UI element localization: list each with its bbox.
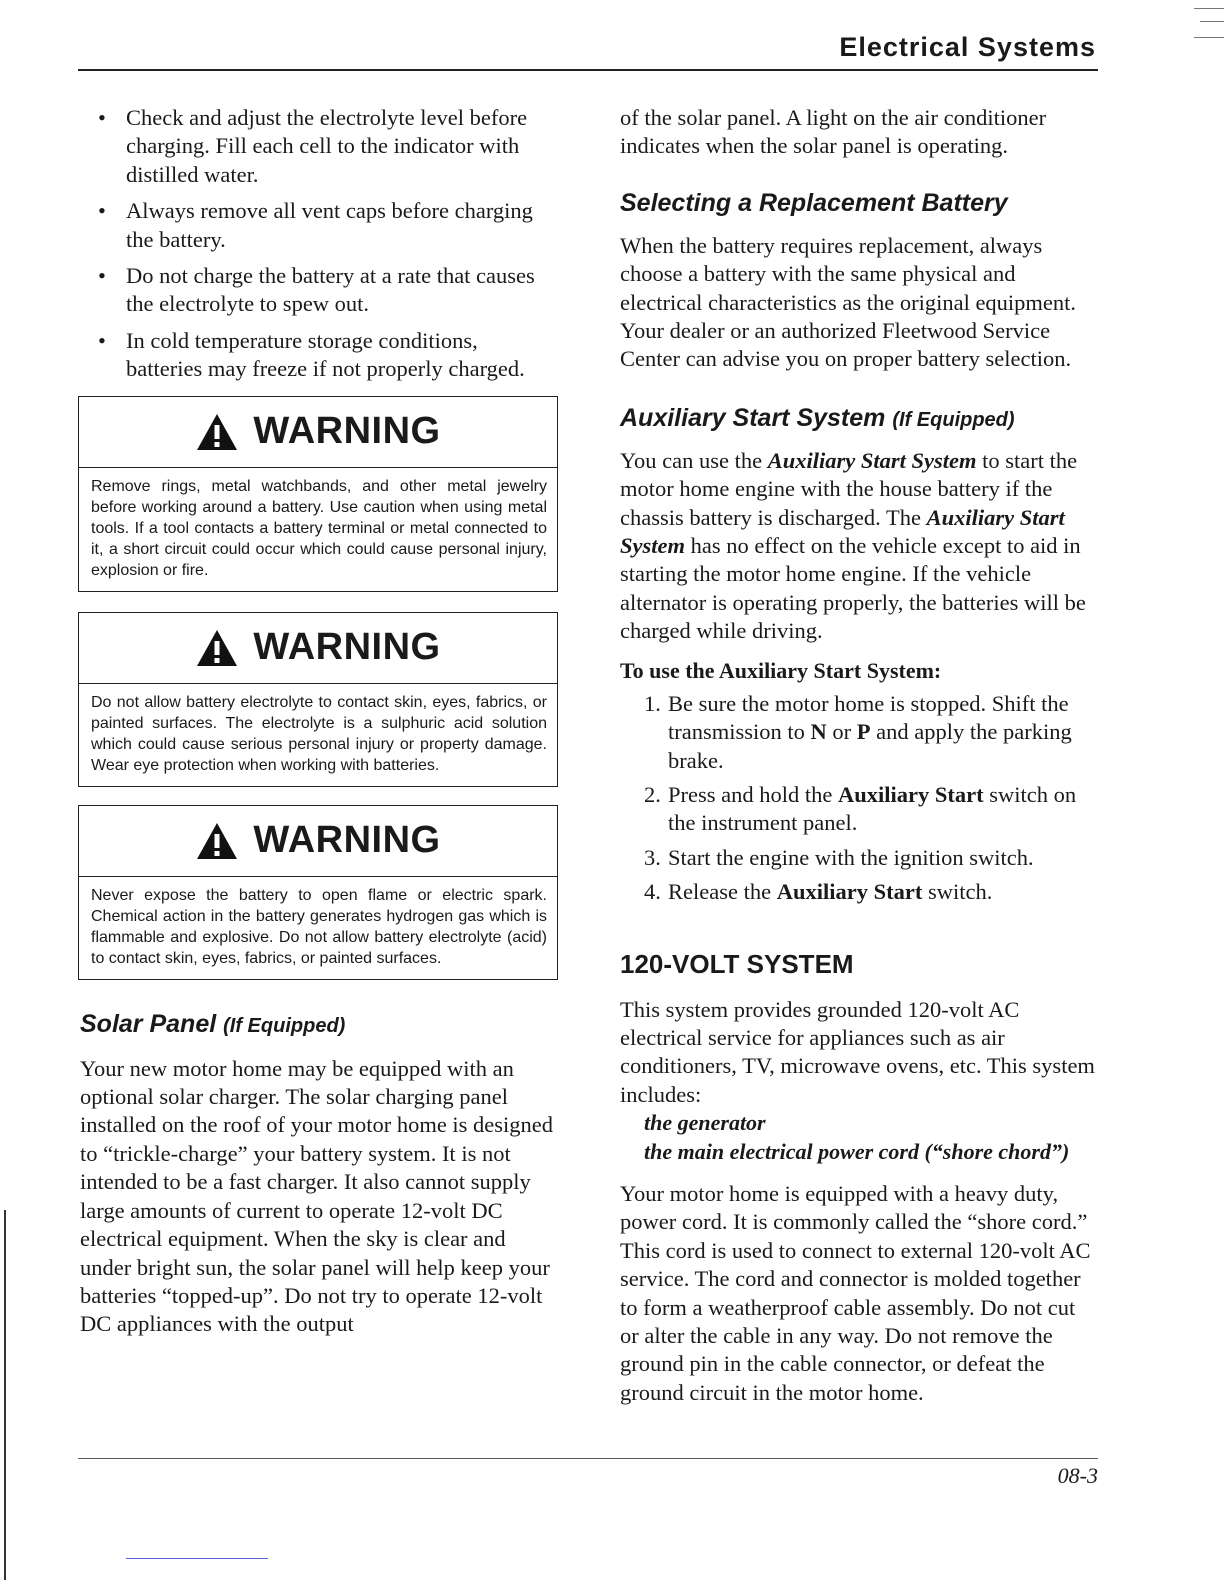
corner-mark xyxy=(1194,8,1224,38)
solar-panel-heading xyxy=(80,1010,558,1039)
solar-panel-paragraph: Your new motor home may be equipped with an optional solar charger. The solar charging panel installed on the roof of your motor home is designed to “trickle-charge” your battery system. It is not intended to be a fast charger. It also cannot supply large amounts of current to operate 12-volt DC electrical equipment. When the sky is clear and under bright sun, the solar panel will help keep your batteries “topped-up”. Do not try to operate 12-volt DC appliances with the output xyxy=(80,1055,554,1337)
warning-header xyxy=(79,806,557,877)
shore-cord-paragraph: Your motor home is equipped with a heavy duty, power cord. It is commonly called the “shore cord.” This cord is used to connect to external 120-volt AC service. The cord and connector is molded together to form a weatherproof cable assembly. Do not cut or alter the cable in any way. Do not remove the ground pin in the cable connector, or defeat the ground circuit in the motor home. xyxy=(620,1180,1091,1405)
use-auxiliary-heading: To use the Auxiliary Start System: xyxy=(620,657,942,683)
solar-panel-heading-text: Solar Panel xyxy=(80,1009,217,1038)
gear-letter: P xyxy=(856,719,871,745)
battery-charging-list xyxy=(80,104,558,384)
120-volt-paragraph: This system provides grounded 120-volt AC electrical service for appliances such as air conditioners, TV, microwave ovens, etc. This system includes: xyxy=(620,996,1095,1107)
text-run: Release the xyxy=(668,879,777,905)
list-item: • Always remove all vent caps before charging the battery. xyxy=(80,197,558,254)
warning-triangle-icon xyxy=(195,821,239,861)
warning-text: Never expose the battery to open flame or electric spark. Chemical action in the battery generates hydrogen gas which is flammable and explosive. Do not allow battery electrolyte (acid) to contact skin, eyes, fabrics, or painted surfaces. xyxy=(91,886,547,967)
warning-title: WARNING xyxy=(253,819,441,862)
auxiliary-start-qualifier: (If Equipped) xyxy=(892,408,1015,431)
text-run: You can use the xyxy=(620,447,768,473)
text-run: to start the motor home engine with the house battery if the chassis battery is discharged. The xyxy=(620,447,1078,530)
scan-rule xyxy=(126,1558,268,1559)
list-item: • Check and adjust the electrolyte level before charging. Fill each cell to the indicator with distilled water. xyxy=(80,104,558,189)
auxiliary-start-heading xyxy=(620,404,1098,433)
warning-text: Do not allow battery electrolyte to contact skin, eyes, fabrics, or painted surfaces. The electrolyte is a sulphuric acid solution which could cause serious personal injury or property damage. Wear eye protection when working with batteries. xyxy=(91,693,547,774)
warning-box-electrolyte xyxy=(78,612,558,787)
list-item xyxy=(620,878,1098,906)
warning-box-jewelry xyxy=(78,396,558,592)
includes-item-generator: the generator xyxy=(644,1110,766,1136)
text-run: or xyxy=(826,719,857,745)
list-item: • Do not charge the battery at a rate that causes the electrolyte to spew out. xyxy=(80,262,558,319)
list-item: • In cold temperature storage conditions, batteries may freeze if not properly charged. xyxy=(80,327,558,384)
auxiliary-steps-list xyxy=(620,690,1098,907)
warning-triangle-icon xyxy=(195,412,239,452)
auxiliary-start-paragraph xyxy=(620,447,1098,646)
footer-rule xyxy=(78,1458,1098,1459)
replacement-battery-heading: Selecting a Replacement Battery xyxy=(620,188,1008,217)
list-item xyxy=(620,844,1098,872)
page-number: 08-3 xyxy=(1057,1463,1098,1488)
page-header-title: Electrical Systems xyxy=(839,32,1096,62)
margin-line xyxy=(4,1210,6,1580)
emphasis: Auxiliary Start System xyxy=(620,504,1065,559)
header-rule xyxy=(78,69,1098,71)
right-column xyxy=(620,104,1098,1407)
step-number: 2. xyxy=(644,781,661,807)
switch-name: Auxiliary Start xyxy=(837,781,984,807)
warning-title: WARNING xyxy=(253,410,441,453)
emphasis: Auxiliary Start System xyxy=(767,447,977,473)
list-item xyxy=(620,781,1098,838)
step-number: 3. xyxy=(644,844,661,870)
text-run: Be sure the motor home is stopped. Shift the transmission to xyxy=(668,690,1069,745)
step-number: 1. xyxy=(644,690,661,716)
step-number: 4. xyxy=(644,879,661,905)
text-run: Press and hold the xyxy=(668,781,838,807)
warning-header xyxy=(79,397,557,468)
solar-continued-paragraph: of the solar panel. A light on the air conditioner indicates when the solar panel is operating. xyxy=(620,105,1047,159)
text-run: has no effect on the vehicle except to aid in starting the motor home engine. If the vehicle alternator is operating properly, the batteries will be charged while driving. xyxy=(620,533,1086,644)
left-column xyxy=(80,104,558,1339)
warning-title: WARNING xyxy=(253,626,441,669)
warning-triangle-icon xyxy=(195,628,239,668)
warning-header xyxy=(79,613,557,684)
text-run: Start the engine with the ignition switch. xyxy=(668,844,1034,870)
warning-text: Remove rings, metal watchbands, and other metal jewelry before working around a battery. Use caution when using metal tools. If a tool contacts a battery terminal or metal connected to it, a short circuit could occur which could cause personal injury, explosion or fire. xyxy=(91,477,547,579)
includes-item-power-cord: the main electrical power cord (“shore chord”) xyxy=(644,1138,1070,1164)
gear-letter: N xyxy=(810,719,827,745)
text-run: and apply the parking brake. xyxy=(668,719,1072,773)
replacement-battery-paragraph: When the battery requires replacement, always choose a battery with the same physical and electrical characteristics as the original equipment. Your dealer or an authorized Fleetwood Service Center can advise you on proper battery selection. xyxy=(620,232,1077,372)
120-volt-heading: 120-VOLT SYSTEM xyxy=(620,948,854,979)
text-run: switch on the instrument panel. xyxy=(668,781,1077,836)
switch-name: Auxiliary Start xyxy=(776,879,923,905)
list-item xyxy=(620,690,1098,775)
text-run: switch. xyxy=(922,879,993,905)
warning-box-flame xyxy=(78,805,558,980)
solar-panel-qualifier: (If Equipped) xyxy=(223,1014,346,1037)
auxiliary-start-heading-text: Auxiliary Start System xyxy=(620,403,886,432)
